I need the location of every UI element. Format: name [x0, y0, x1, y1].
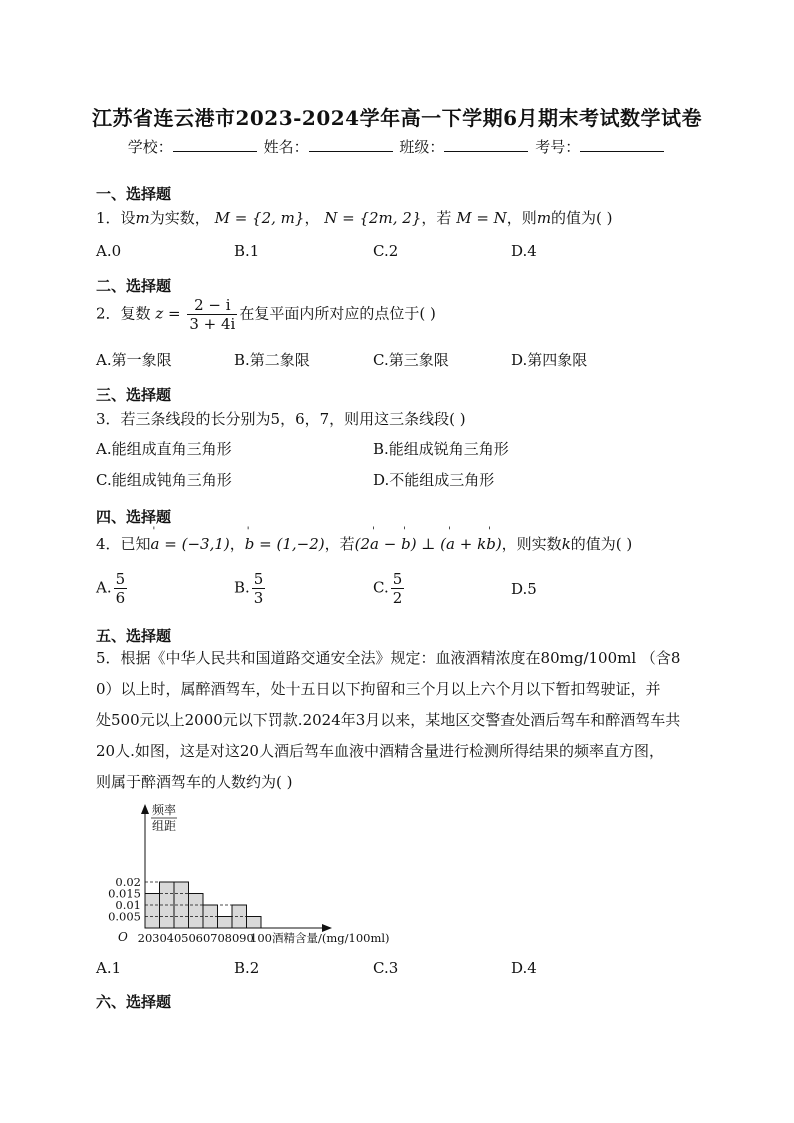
q1-suffix: 的值为( ) [551, 209, 613, 227]
frequency-histogram [96, 798, 436, 950]
school-blank[interactable] [173, 137, 257, 152]
q2-z: z = [155, 304, 181, 323]
q1-text: ，则 [506, 209, 537, 227]
histogram-bar [218, 917, 233, 929]
histogram-bar [247, 917, 262, 929]
histogram-bar [145, 894, 160, 929]
section-heading: 五、选择题 [96, 627, 172, 645]
y-axis-label-top: 频率 [152, 803, 177, 817]
q5-line: 5．根据《中华人民共和国道路交通安全法》规定：血液酒精浓度在80mg/100ml （含8 [96, 649, 681, 667]
question-3: 3．若三条线段的长分别为5，6，7，则用这三条线段( ) [96, 410, 466, 428]
q4-sep: ， [229, 535, 245, 553]
q4-expr: ) ⊥ ( [410, 535, 447, 553]
section-heading: 六、选择题 [96, 993, 172, 1011]
q4-vector-a: ' a [446, 535, 455, 553]
x-tick-label: 80 [224, 931, 240, 945]
q2-prefix: 2．复数 [96, 304, 151, 323]
page-title: 江苏省连云港市2023-2024学年高一下学期6月期末考试数学试卷 [91, 106, 703, 130]
y-tick-label: 0.015 [108, 886, 141, 901]
q5-option-b[interactable]: B.2 [234, 959, 260, 977]
exam-number-blank[interactable] [580, 137, 664, 152]
q4-vector-b: ' b [486, 535, 496, 553]
q4-vector-b: ' b [245, 535, 255, 553]
q1-var: m [135, 209, 150, 227]
q4-option-label: A. [96, 578, 112, 597]
q1-var: m [536, 209, 552, 227]
q5-line: 则属于醉酒驾车的人数约为( ) [96, 773, 293, 791]
q1-prefix: 1．设 [96, 209, 136, 227]
x-tick-label: 90 [239, 931, 254, 945]
q1-option-b[interactable]: B.1 [234, 242, 260, 260]
x-axis-label: 酒精含量/(mg/100ml) [272, 931, 390, 945]
question-1 [96, 207, 613, 228]
q4-expr: (2 [354, 535, 371, 553]
school-label: 学校： [127, 138, 173, 156]
q4-expr: − [378, 535, 402, 553]
q4-text: ，若 [324, 535, 355, 553]
origin-label: O [118, 930, 128, 944]
fraction-denominator: 3 [253, 589, 264, 607]
q5-line: 0）以上时，属醉酒驾车，处十五日以下拘留和三个月以上六个月以下暂扣驾驶证，并 [96, 680, 661, 698]
q4-prefix: 4．已知 [96, 535, 151, 553]
q4-text: ，则实数 [501, 535, 562, 553]
q2-numerator: 2 − i [187, 296, 237, 315]
q4-option-d[interactable]: D.5 [511, 580, 537, 598]
y-tick-label: 0.02 [115, 875, 141, 889]
fraction-numerator: 5 [115, 570, 126, 588]
q2-denominator: 3 + 4i [189, 315, 236, 333]
q2-option-c[interactable]: C.第三象限 [373, 351, 449, 369]
q4-option-label: C. [373, 578, 389, 597]
q3-option-b[interactable]: B.能组成锐角三角形 [373, 440, 509, 458]
q4-b-value: = (1,−2) [254, 535, 325, 553]
q1-set-m: M = {2, m} [214, 209, 305, 227]
q4-option-fraction [252, 570, 266, 607]
q1-option-a[interactable]: A.0 [96, 242, 122, 260]
q2-option-a[interactable]: A.第一象限 [96, 351, 172, 369]
q2-option-d[interactable]: D.第四象限 [511, 351, 588, 369]
section-heading: 二、选择题 [96, 277, 172, 295]
histogram-bar [232, 905, 247, 928]
q4-vector-a: ' a [151, 535, 160, 553]
q1-sep: ， [304, 209, 320, 227]
q2-option-b[interactable]: B.第二象限 [234, 351, 310, 369]
x-tick-label: 30 [152, 931, 167, 945]
q4-vector-b: ' b [401, 535, 411, 553]
x-tick-label: 60 [195, 931, 211, 945]
q5-option-d[interactable]: D.4 [511, 959, 537, 977]
fraction-numerator: 5 [392, 570, 403, 588]
class-blank[interactable] [444, 137, 528, 152]
q1-text: 为实数， [149, 209, 210, 227]
q1-option-c[interactable]: C.2 [373, 242, 399, 260]
q1-text: ，若 [421, 209, 452, 227]
q4-option-fraction [391, 570, 405, 607]
q2-suffix: 在复平面内所对应的点位于( ) [239, 304, 436, 323]
fraction-denominator: 6 [115, 589, 126, 607]
x-tick-label: 50 [181, 931, 196, 945]
q5-line: 20人.如图，这是对这20人酒后驾车血液中酒精含量进行检测所得结果的频率直方图， [96, 742, 664, 760]
name-label: 姓名： [263, 138, 309, 156]
y-tick-label: 0.005 [108, 909, 141, 924]
q4-option-label: B. [234, 578, 250, 597]
fraction-denominator: 2 [392, 589, 403, 607]
q4-expr: ) [495, 535, 502, 553]
x-tick-label: 40 [166, 931, 182, 945]
y-tick-label: 0.01 [115, 898, 141, 912]
q3-option-d[interactable]: D.不能组成三角形 [373, 471, 495, 489]
q4-option-b[interactable] [234, 570, 267, 607]
q2-fraction [187, 296, 237, 333]
y-axis-arrow [141, 804, 149, 814]
exam-number-label: 考号： [535, 138, 581, 156]
q1-set-n: N = {2m, 2} [324, 209, 422, 227]
q4-option-c[interactable] [373, 570, 406, 607]
q4-var-k: k [561, 535, 571, 553]
question-5 [96, 643, 706, 798]
q1-option-d[interactable]: D.4 [511, 242, 537, 260]
section-heading: 四、选择题 [96, 508, 172, 526]
q3-option-c[interactable]: C.能组成钝角三角形 [96, 471, 232, 489]
section-heading: 三、选择题 [96, 386, 172, 404]
q3-option-a[interactable]: A.能组成直角三角形 [96, 440, 232, 458]
question-4 [96, 533, 632, 554]
q1-equation: M = N [456, 209, 507, 227]
y-axis-label-bottom: 组距 [152, 819, 177, 833]
q4-option-fraction [114, 570, 128, 607]
name-blank[interactable] [309, 137, 393, 152]
x-tick-label: 20 [137, 931, 153, 945]
student-info-row [0, 136, 794, 157]
histogram-bar [189, 894, 204, 929]
fraction-numerator: 5 [253, 570, 264, 588]
x-tick-label: 100 [250, 931, 272, 945]
q4-suffix: 的值为( ) [570, 535, 633, 553]
q5-line: 处500元以上2000元以下罚款.2024年3月以来，某地区交警查处酒后驾车和醉酒驾车共 [96, 711, 681, 729]
q4-option-a[interactable] [96, 570, 129, 607]
question-2 [96, 296, 436, 333]
section-heading: 一、选择题 [96, 185, 172, 203]
class-label: 班级： [399, 138, 445, 156]
q5-option-a[interactable]: A.1 [96, 959, 122, 977]
q4-a-value: = (−3,1) [159, 535, 230, 553]
q5-option-c[interactable]: C.3 [373, 959, 399, 977]
x-tick-label: 70 [210, 931, 225, 945]
q4-vector-a: ' a [370, 535, 379, 553]
q4-expr: + k [455, 535, 487, 553]
